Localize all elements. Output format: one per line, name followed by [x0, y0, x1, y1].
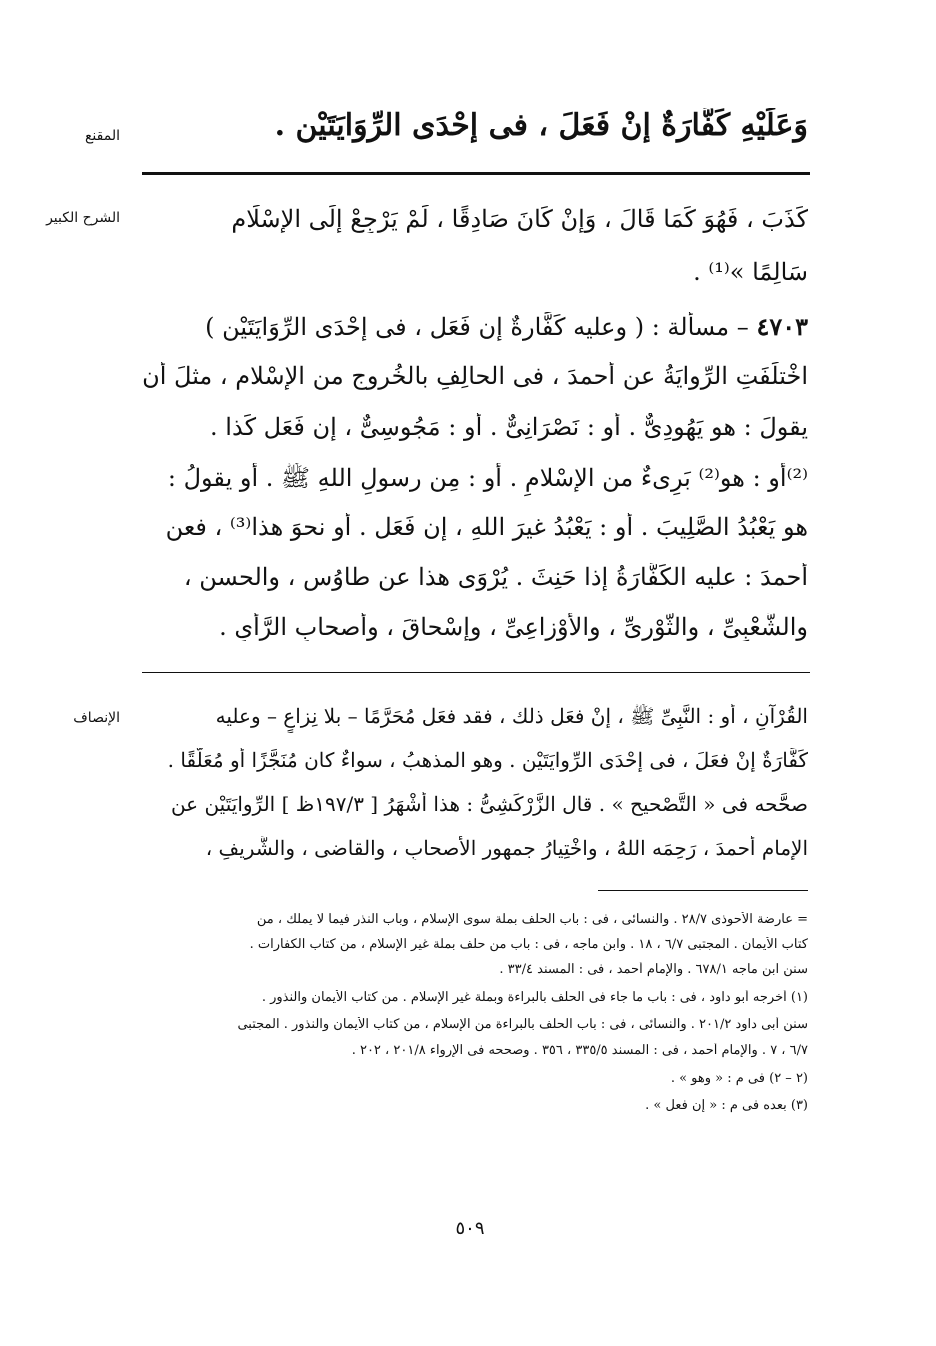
sharh-line-2: سَالِمًا »⁽¹⁾ . — [693, 258, 808, 286]
footnote-line: = عارضة الأحوذى ٢٨/٧ . والنسائى ، فى : باب الحلف بملة سوى الإسلام ، وباب النذر فيما لا يملك ، من — [256, 912, 808, 927]
footnote-line: كتاب الأيمان . المجتبى ٦/٧ ، ١٨ . وابن ماجه ، فى : باب من حلف بملة غير الإسلام ، من كتاب الكفارات . — [249, 937, 808, 952]
footnote-line: (١) أخرجه أبو داود ، فى : باب ما جاء فى الحلف بالبراءة وبملة غير الإسلام . من كتاب الأيمان والنذور . — [261, 990, 808, 1005]
insaf-line: كَفَّارَةٌ إنْ فعَلَ ، فى إحْدَى الرِّوايَتَيْن . وهو المذهبُ ، سواءٌ كان مُنَجَّزًا أو مُعَلَّقًا . — [167, 748, 808, 772]
masala-title: – مسألة : ( وعليه كَفَّارةٌ إن فَعَل ، فى إحْدَى الرِّوَايَتَيْن ) — [205, 313, 749, 341]
footnote-divider — [598, 890, 808, 891]
insaf-line: القُرْآنِ ، أو : النَّبِىِّ ﷺ ، إنْ فعَل ذلك ، فقد فعَل مُحَرَّمًا – بلا نِزاعٍ – وعليه — [215, 704, 808, 728]
footnote-line: (٣) بعده فى م : « إن فعل » . — [645, 1098, 808, 1113]
footnote-line: سنن أبى داود ٢٠١/٢ . والنسائى ، فى : باب الحلف بالبراءة من الإسلام ، من كتاب الأيمان والنذور . المجتبى — [237, 1017, 808, 1032]
footnote-line: سنن ابن ماجه ٦٧٨/١ . والإمام أحمد ، فى : المسند ٣٣/٤ . — [499, 962, 808, 977]
page-number: ٥٠٩ — [455, 1218, 485, 1239]
insaf-line: الإمامِ أحمدَ ، رَحِمَه اللهُ ، واخْتِيارُ جمهورِ الأصحابِ ، والقاضى ، والشَّريفِ ، — [205, 836, 808, 860]
sharh-body-line: أحمدَ : عليه الكَفَّارَةُ إذا حَنِثَ . يُرْوَى هذا عن طاوُسٍ ، والحسنِ ، — [183, 563, 808, 591]
masala-number: ٤٧٠٣ — [756, 312, 808, 341]
footnote-line: ٦/٧ ، ٧ . والإمام أحمد ، فى : المسند ٣٣٥/٥ ، ٣٥٦ . وصححه فى الإرواء ٢٠١/٨ ، ٢٠٢ . — [351, 1043, 808, 1058]
label-insaf: الإنصاف — [73, 710, 120, 726]
label-sharh: الشرح الكبير — [46, 210, 120, 226]
sharh-divider — [142, 672, 810, 673]
sharh-body-line: يقولَ : هو يَهُودِىٌّ . أو : نَصْرَانِىٌّ . أو : مَجُوسِىٌّ ، إن فَعَل كَذا . — [210, 413, 808, 441]
matn-text: وَعَلَيْهِ كَفَّارَةٌ إنْ فَعَلَ ، فى إحْدَى الرِّوَايَتَيْنِ . — [274, 108, 808, 143]
sharh-body-line: والشَّعْبِىِّ ، والثَّوْرِىِّ ، والأوْزاعِىِّ ، وإسْحاقَ ، وأصحابِ الرَّأْىِ . — [219, 613, 808, 641]
masala-heading — [128, 312, 808, 341]
sharh-line-1: كَذَبَ ، فَهُوَ كَمَا قَالَ ، وَإنْ كَانَ صَادِقًا ، لَمْ يَرْجِعْ إِلَى الإسْلَامِ — [231, 205, 808, 233]
sharh-body-line: هو يَعْبُدُ الصَّلِيبَ . أو : يَعْبُدُ غيرَ اللهِ ، إن فَعَل . أو نحوَ هذا⁽³⁾ ، فعن — [165, 513, 808, 541]
label-muqni: المقنع — [84, 128, 120, 144]
matn-divider — [142, 172, 810, 175]
sharh-body-line: اخْتلَفَتِ الرِّوايَةُ عن أحمدَ ، فى الحالِفِ بالخُروجِ من الإسْلامِ ، مثلَ أن — [142, 362, 808, 390]
insaf-line: صحَّحه فى « التَّصْحيحِ » . قال الزَّرْكَشِىُّ : هذا أشْهَرُ [ ١٩٧/٣ظ ] الرِّوايَتَيْن عن — [170, 792, 808, 816]
footnote-line: (٢ – ٢) فى م : « وهو » . — [670, 1071, 808, 1086]
sharh-body-line: ⁽²⁾أو : هو⁽²⁾ بَرِىءٌ من الإسْلامِ . أو : مِن رسولِ اللهِ ﷺ . أو يقولُ : — [167, 464, 808, 492]
